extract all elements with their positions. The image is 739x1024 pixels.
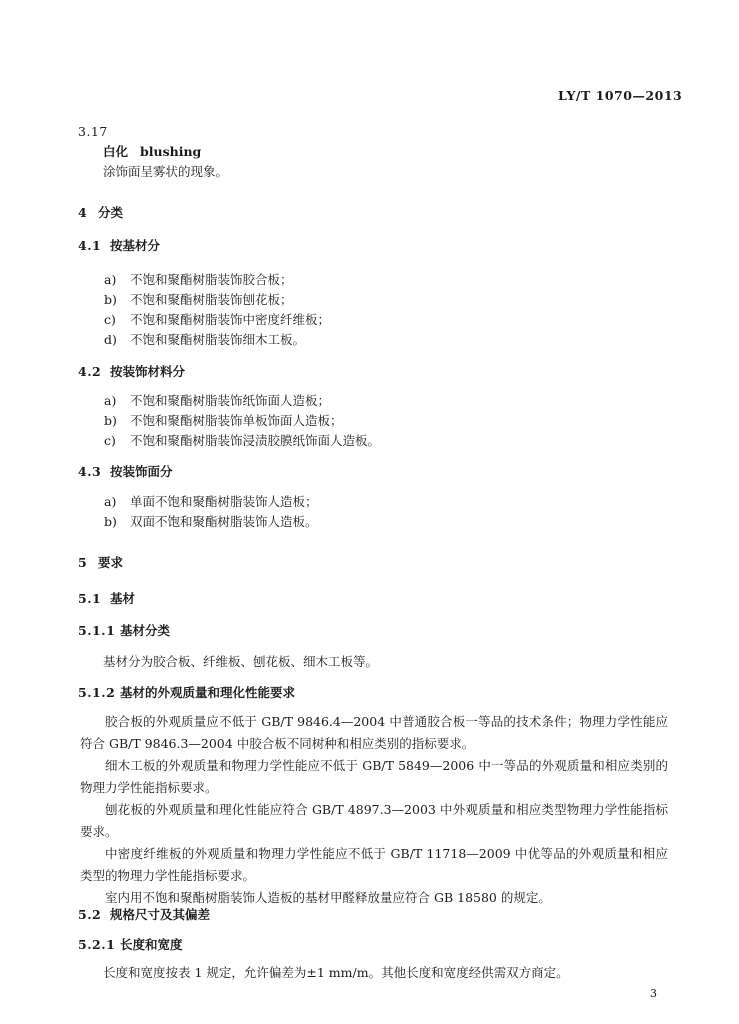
list-marker: a) bbox=[104, 494, 117, 509]
paragraph: 室内用不饱和聚酯树脂装饰人造板的基材甲醛释放量应符合 GB 18580 的规定。 bbox=[105, 890, 551, 905]
paragraph: 胶合板的外观质量应不低于 GB/T 9846.4—2004 中普通胶合板一等品的技术条件；物理力学性能应符合 GB/T 9846.3—2004 中胶合板不同树种和相应类别的指标要求。 bbox=[80, 714, 668, 751]
section-number: 5.1 bbox=[78, 591, 102, 606]
list-item: 不饱和聚酯树脂装饰胶合板； bbox=[130, 272, 293, 287]
paragraph: 中密度纤维板的外观质量和物理力学性能应不低于 GB/T 11718—2009 中优等品的外观质量和相应类型的物理力学性能指标要求。 bbox=[80, 846, 668, 883]
section-title: 长度和宽度 bbox=[120, 937, 183, 952]
list-marker: a) bbox=[104, 393, 117, 408]
term-number: 3.17 bbox=[78, 124, 108, 139]
section-title: 基材的外观质量和理化性能要求 bbox=[120, 685, 296, 700]
section-number: 5.2 bbox=[78, 907, 102, 922]
section-title: 要求 bbox=[98, 555, 124, 570]
section-number: 4.2 bbox=[78, 364, 102, 379]
term-chinese: 白化 bbox=[103, 144, 129, 159]
section-number: 5 bbox=[78, 555, 87, 570]
list-marker: c) bbox=[104, 312, 116, 327]
section-number: 5.2.1 bbox=[78, 937, 116, 952]
list-item: 不饱和聚酯树脂装饰刨花板； bbox=[130, 292, 293, 307]
list-marker: c) bbox=[104, 433, 116, 448]
section-title: 分类 bbox=[98, 205, 124, 220]
paragraph: 刨花板的外观质量和理化性能应符合 GB/T 4897.3—2003 中外观质量和相应类型物理力学性能指标要求。 bbox=[80, 802, 668, 839]
section-title: 按基材分 bbox=[110, 238, 161, 253]
section-title: 基材分类 bbox=[120, 623, 171, 638]
list-marker: b) bbox=[104, 292, 117, 307]
standard-code: LY/T 1070—2013 bbox=[558, 88, 683, 103]
list-marker: b) bbox=[104, 514, 117, 529]
term-english: blushing bbox=[140, 144, 202, 159]
requirements-paragraphs bbox=[80, 711, 668, 909]
list-marker: a) bbox=[104, 272, 117, 287]
section-number: 4 bbox=[78, 205, 87, 220]
section-number: 4.1 bbox=[78, 238, 102, 253]
section-number: 4.3 bbox=[78, 464, 102, 479]
body-text: 基材分为胶合板、纤维板、刨花板、细木工板等。 bbox=[103, 654, 379, 669]
list-item: 双面不饱和聚酯树脂装饰人造板。 bbox=[130, 514, 318, 529]
list-item: 不饱和聚酯树脂装饰纸饰面人造板； bbox=[130, 393, 331, 408]
section-number: 5.1.2 bbox=[78, 685, 116, 700]
list-item: 不饱和聚酯树脂装饰细木工板。 bbox=[130, 332, 306, 347]
section-title: 基材 bbox=[110, 591, 136, 606]
section-number: 5.1.1 bbox=[78, 623, 116, 638]
list-marker: d) bbox=[104, 332, 117, 347]
list-marker: b) bbox=[104, 413, 117, 428]
section-title: 按装饰面分 bbox=[110, 464, 173, 479]
list-item: 不饱和聚酯树脂装饰中密度纤维板； bbox=[130, 312, 331, 327]
paragraph: 细木工板的外观质量和物理力学性能应不低于 GB/T 5849—2006 中一等品的外观质量和相应类别的物理力学性能指标要求。 bbox=[80, 758, 668, 795]
page-number: 3 bbox=[650, 987, 657, 1000]
section-title: 按装饰材料分 bbox=[110, 364, 186, 379]
list-item: 不饱和聚酯树脂装饰单板饰面人造板； bbox=[130, 413, 343, 428]
list-item: 单面不饱和聚酯树脂装饰人造板； bbox=[130, 494, 318, 509]
term-definition: 涂饰面呈雾状的现象。 bbox=[103, 164, 229, 179]
section-title: 规格尺寸及其偏差 bbox=[110, 907, 211, 922]
body-text: 长度和宽度按表 1 规定，允许偏差为±1 mm/m。其他长度和宽度经供需双方商定。 bbox=[103, 965, 569, 980]
list-item: 不饱和聚酯树脂装饰浸渍胶膜纸饰面人造板。 bbox=[130, 433, 381, 448]
